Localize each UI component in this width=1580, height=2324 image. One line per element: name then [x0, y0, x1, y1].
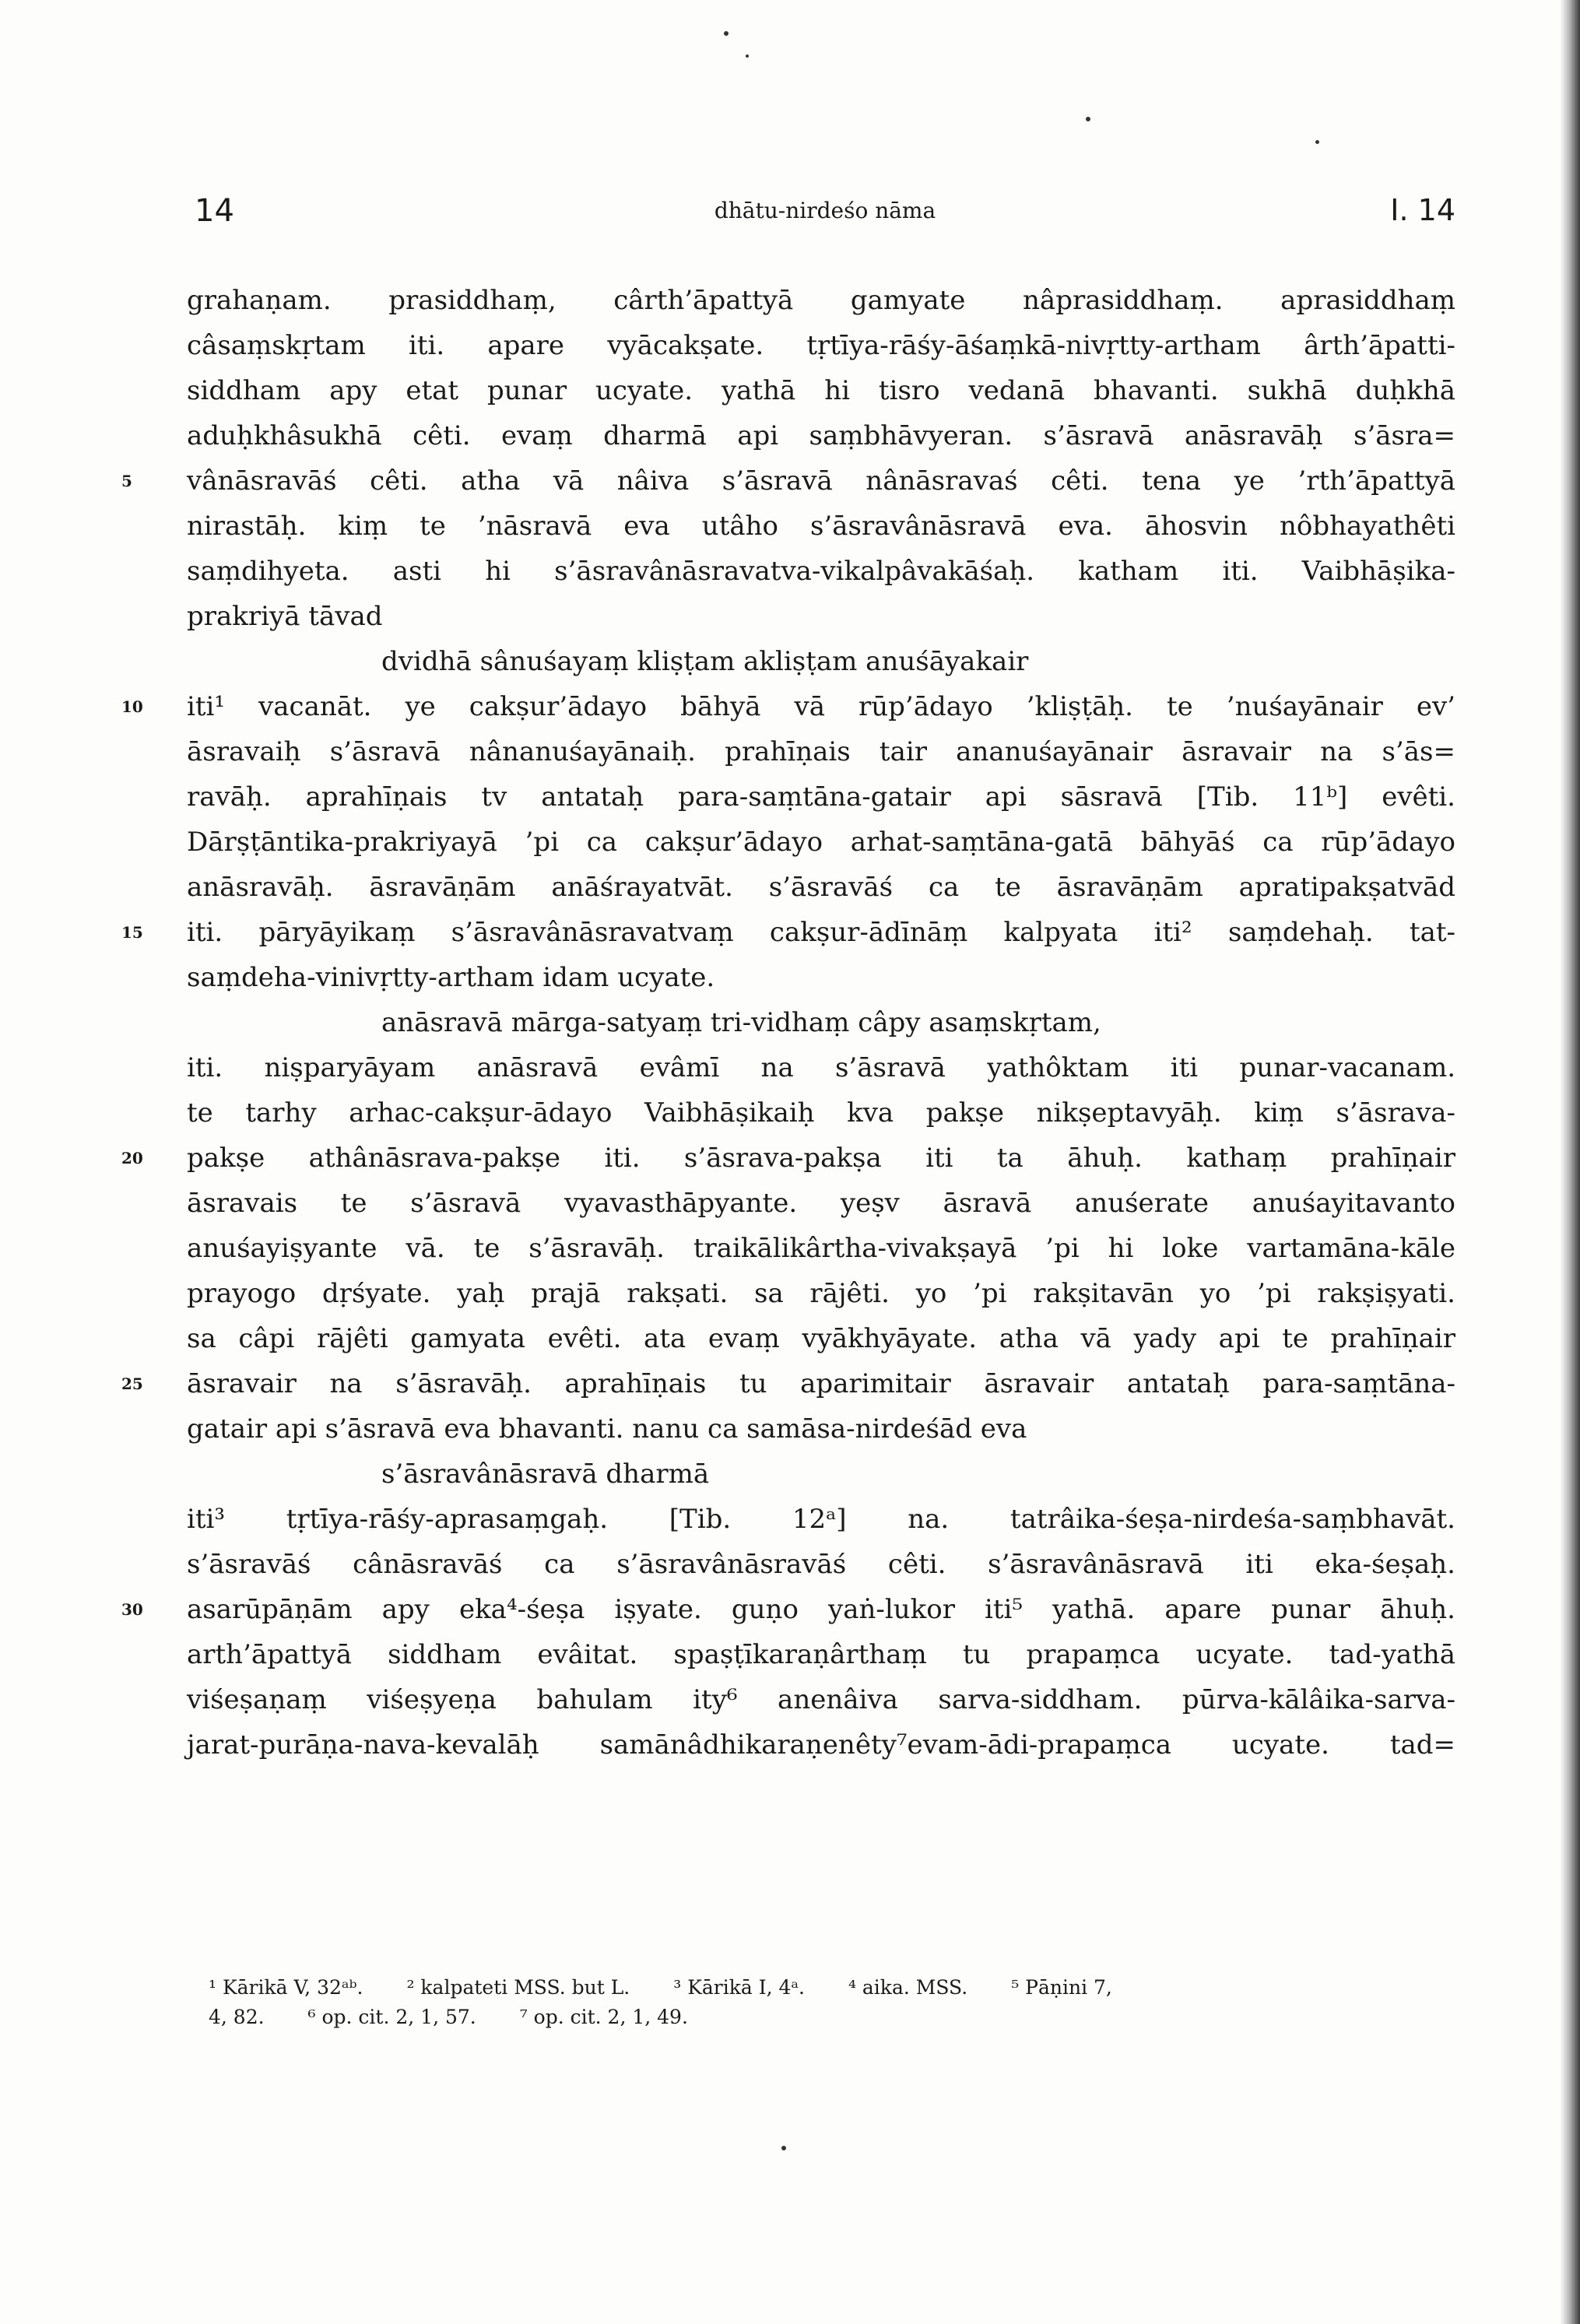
line-text: anāsravāḥ. āsravāṇām anāśrayatvāt. s’āsravāś ca te āsravāṇām apratipakṣatvād [187, 872, 1455, 903]
line-text: arth’āpattyā siddham evâitat. spaṣṭīkaraṇârthaṃ tu prapaṃca ucyate. tad-yathā [187, 1639, 1455, 1670]
text-line [187, 278, 1455, 323]
line-number: 15 [121, 923, 143, 942]
line-text: ravāḥ. aprahīṇais tv antataḥ para-saṃtāna-gatair api sāsravā [Tib. 11ᵇ] evêti. [187, 781, 1455, 813]
text-line [187, 323, 1455, 368]
line-text: dvidhā sânuśayaṃ kliṣṭam akliṣṭam anuśāyakair [381, 646, 1029, 677]
line-number: 5 [121, 472, 132, 490]
line-text: te tarhy arhac-cakṣur-ādayo Vaibhāṣikaiḥ kva pakṣe nikṣeptavyāḥ. kiṃ s’āsrava- [187, 1097, 1455, 1129]
text-line [121, 910, 1455, 955]
text-line [187, 1090, 1455, 1136]
line-text: iti¹ vacanāt. ye cakṣur’ādayo bāhyā vā rūp’ādayo ’kliṣṭāḥ. te ’nuśayānair ev’ [187, 691, 1455, 722]
line-text: jarat-purāṇa-nava-kevalāḥ samānâdhikaraṇenêty⁷evam-ādi-prapaṃca ucyate. tad= [187, 1729, 1455, 1761]
text-line [187, 1677, 1455, 1722]
text-line [187, 820, 1455, 865]
line-text: viśeṣaṇaṃ viśeṣyeṇa bahulam ity⁶ anenâiva sarva-siddham. pūrva-kālâika-sarva- [187, 1684, 1455, 1715]
text-line [187, 1045, 1455, 1090]
text-line [187, 1722, 1455, 1768]
scan-speck [746, 54, 749, 58]
page-edge-shadow [1560, 0, 1580, 2324]
line-text: prayogo dṛśyate. yaḥ prajā rakṣati. sa rājêti. yo ’pi rakṣitavān yo ’pi rakṣiṣyati. [187, 1278, 1455, 1309]
footnote: ⁵ Pāṇini 7, [1011, 1976, 1112, 1999]
running-title: dhātu-nirdeśo nāma [714, 198, 936, 223]
page-header [195, 193, 1455, 240]
footnote: ³ Kārikā I, 4ᵃ. [673, 1976, 805, 1999]
line-text: saṃdeha-vinivṛtty-artham idam ucyate. [187, 962, 715, 993]
line-text: iti. niṣparyāyam anāsravā evâmī na s’āsravā yathôktam iti punar-vacanam. [187, 1052, 1455, 1083]
line-number: 25 [121, 1374, 143, 1393]
text-line [187, 1542, 1455, 1587]
scan-speck [1315, 140, 1319, 144]
text-line [121, 684, 1455, 729]
text-line [187, 1316, 1455, 1361]
line-text: prakriyā tāvad [187, 601, 383, 632]
page-number: 14 [195, 193, 234, 229]
line-text: āsravaiḥ s’āsravā nânanuśayānaiḥ. prahīṇais tair ananuśayānair āsravair na s’ās= [187, 736, 1455, 767]
text-line [187, 955, 1455, 1000]
line-text: anāsravā mārga-satyaṃ tri-vidhaṃ câpy asaṃskṛtam, [381, 1007, 1101, 1038]
text-line [121, 1361, 1455, 1406]
line-text: āsravais te s’āsravā vyavasthāpyante. yeṣv āsravā anuśerate anuśayitavanto [187, 1188, 1455, 1219]
text-line [121, 458, 1455, 504]
line-text: asarūpāṇām apy eka⁴-śeṣa iṣyate. guṇo yaṅ-lukor iti⁵ yathā. apare punar āhuḥ. [187, 1594, 1455, 1625]
text-line [187, 594, 1455, 639]
text-line [187, 1406, 1455, 1452]
line-number: 30 [121, 1600, 143, 1619]
verse-line [187, 639, 1455, 684]
text-line [187, 1632, 1455, 1677]
text-line [187, 1497, 1455, 1542]
footnotes [209, 1973, 1423, 2032]
text-line [187, 774, 1455, 820]
verse-line [187, 1452, 1455, 1497]
footnote: 4, 82. [209, 2006, 265, 2028]
text-line [121, 1136, 1455, 1181]
line-text: anuśayiṣyante vā. te s’āsravāḥ. traikālikârtha-vivakṣayā ’pi hi loke vartamāna-kāle [187, 1233, 1455, 1264]
scan-speck [724, 31, 729, 36]
scan-speck [1086, 117, 1090, 121]
line-text: grahaṇam. prasiddhaṃ, cârth’āpattyā gamyate nâprasiddhaṃ. aprasiddhaṃ [187, 285, 1455, 316]
scan-speck [781, 2146, 786, 2150]
text-line [187, 1181, 1455, 1226]
line-text: nirastāḥ. kiṃ te ’nāsravā eva utâho s’āsravânāsravā eva. āhosvin nôbhayathêti [187, 511, 1455, 542]
footnote: ⁶ op. cit. 2, 1, 57. [307, 2006, 476, 2028]
verse-line [187, 1000, 1455, 1045]
footnote-line [209, 1973, 1423, 2003]
line-text: câsaṃskṛtam iti. apare vyācakṣate. tṛtīya-rāśy-āśaṃkā-nivṛtty-artham ârth’āpatti- [187, 330, 1455, 361]
text-line [187, 368, 1455, 413]
line-text: siddham apy etat punar ucyate. yathā hi tisro vedanā bhavanti. sukhā duḥkhā [187, 375, 1455, 406]
line-text: pakṣe athânāsrava-pakṣe iti. s’āsrava-pakṣa iti ta āhuḥ. kathaṃ prahīṇair [187, 1143, 1455, 1174]
line-text: s’āsravāś cânāsravāś ca s’āsravânāsravāś cêti. s’āsravânāsravā iti eka-śeṣaḥ. [187, 1549, 1455, 1580]
line-text: gatair api s’āsravā eva bhavanti. nanu ca samāsa-nirdeśād eva [187, 1413, 1027, 1445]
line-text: iti. pāryāyikaṃ s’āsravânāsravatvaṃ cakṣur-ādīnāṃ kalpyata iti² saṃdehaḥ. tat- [187, 917, 1455, 948]
text-line [187, 1271, 1455, 1316]
line-text: saṃdihyeta. asti hi s’āsravânāsravatva-vikalpâvakāśaḥ. katham iti. Vaibhāṣika- [187, 556, 1455, 587]
line-number: 20 [121, 1149, 143, 1167]
footnote: ⁴ aika. MSS. [848, 1976, 968, 1999]
text-line [121, 1587, 1455, 1632]
line-text: āsravair na s’āsravāḥ. aprahīṇais tu aparimitair āsravair antataḥ para-saṃtāna- [187, 1368, 1455, 1399]
line-text: aduḥkhâsukhā cêti. evaṃ dharmā api saṃbhāvyeran. s’āsravā anāsravāḥ s’āsra= [187, 420, 1455, 451]
line-number: 10 [121, 697, 143, 716]
section-number: I. 14 [1390, 193, 1455, 227]
text-line [187, 413, 1455, 458]
footnote-line [209, 2003, 1423, 2032]
footnote: ⁷ op. cit. 2, 1, 49. [519, 2006, 688, 2028]
line-text: vânāsravāś cêti. atha vā nâiva s’āsravā nânāsravaś cêti. tena ye ’rth’āpattyā [187, 465, 1455, 497]
text-line [187, 549, 1455, 594]
text-line [187, 865, 1455, 910]
footnote: ¹ Kārikā V, 32ᵃᵇ. [209, 1976, 363, 1999]
line-text: sa câpi rājêti gamyata evêti. ata evaṃ vyākhyāyate. atha vā yady api te prahīṇair [187, 1323, 1455, 1354]
line-text: iti³ tṛtīya-rāśy-aprasaṃgaḥ. [Tib. 12ᵃ] na. tatrâika-śeṣa-nirdeśa-saṃbhavāt. [187, 1504, 1455, 1535]
line-text: s’āsravânāsravā dharmā [381, 1459, 710, 1490]
text-line [187, 1226, 1455, 1271]
text-line [187, 504, 1455, 549]
footnote: ² kalpateti MSS. but L. [406, 1976, 630, 1999]
line-text: Dārṣṭāntika-prakriyayā ’pi ca cakṣur’ādayo arhat-saṃtāna-gatā bāhyāś ca rūp’ādayo [187, 827, 1455, 858]
text-line [187, 729, 1455, 774]
main-text [121, 278, 1455, 1768]
